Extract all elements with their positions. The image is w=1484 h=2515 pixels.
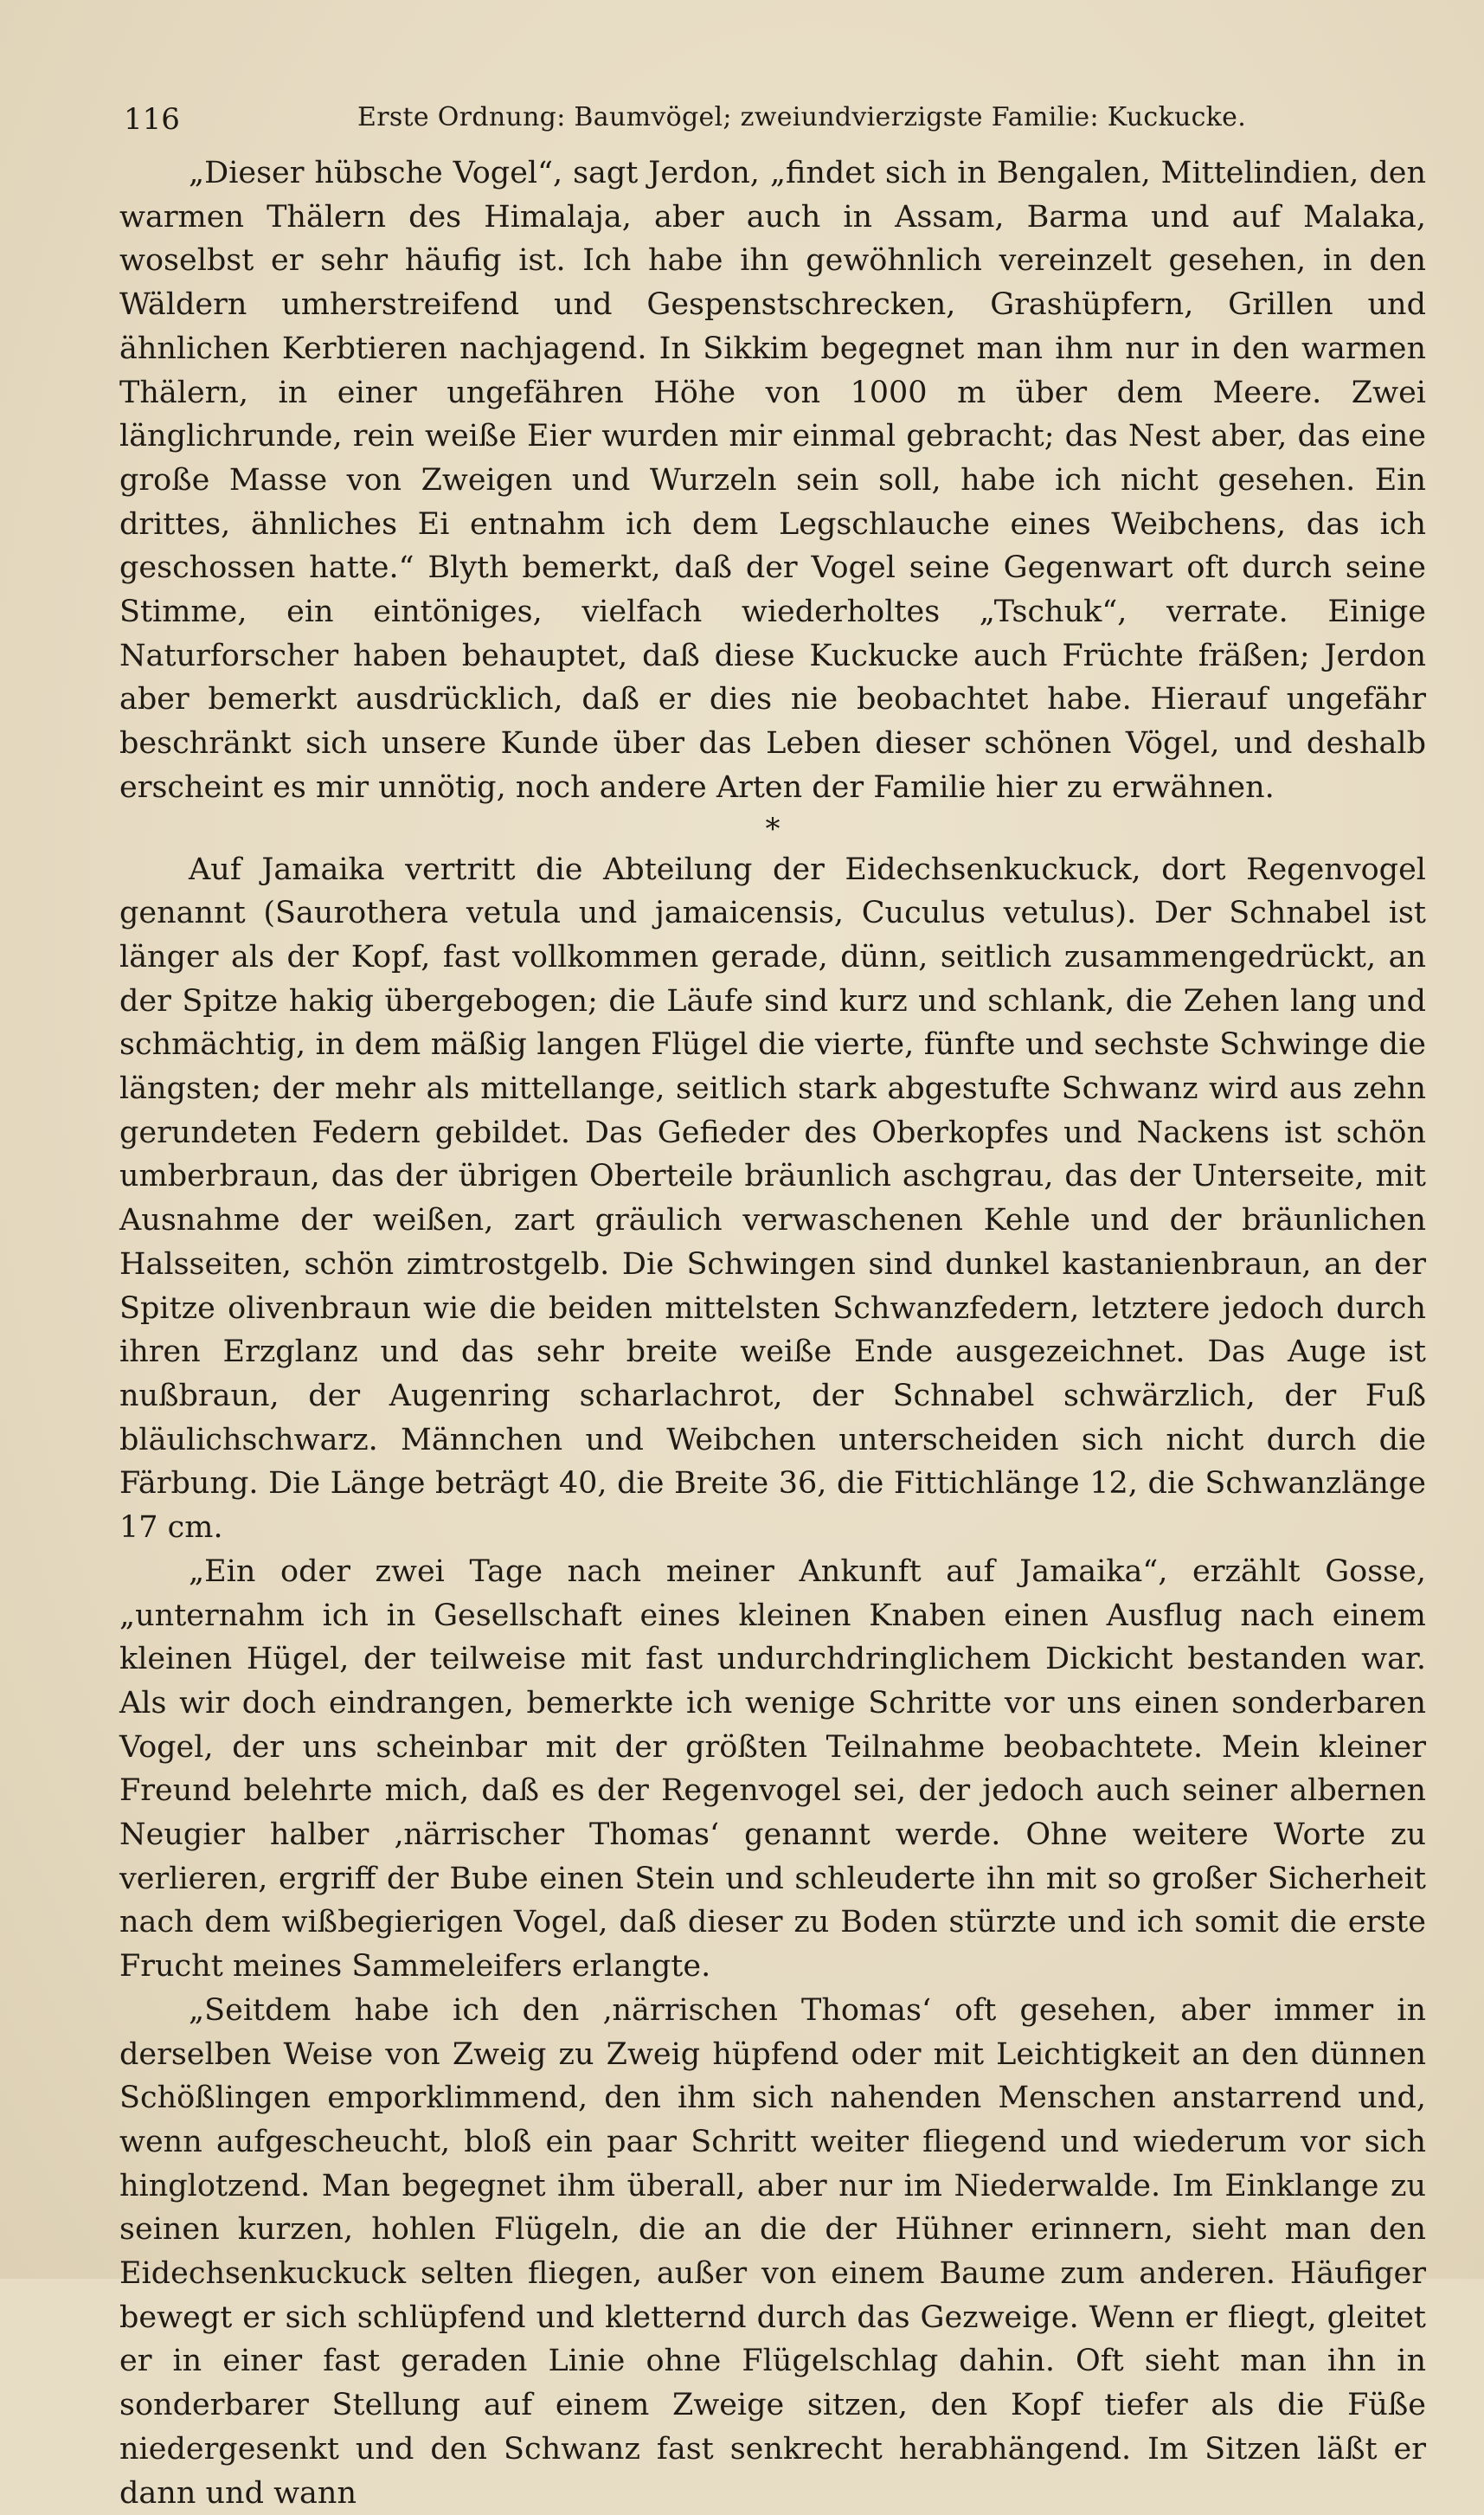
- paragraph-saurothera-description: Auf Jamaika vertritt die Abteilung der Eidechsenkuckuck, dort Regenvogel genannt (Saurothera vetula und jamaicensis, Cuculus vetulus). Der Schnabel ist länger als der Kopf, fast vollkommen gerade, dünn, seitlich zusammengedrückt, an der Spitze hakig übergebogen; die Läufe sind kurz und schlank, die Zehen lang und schmächtig, in dem mäßig langen Flügel die vierte, fünfte und sechste Schwinge die längsten; der mehr als mittellange, seitlich stark abgestufte Schwanz wird aus zehn gerundeten Federn gebildet. Das Gefieder des Oberkopfes und Nackens ist schön umberbraun, das der übrigen Oberteile bräunlich aschgrau, das der Unterseite, mit Ausnahme der weißen, zart gräulich verwaschenen Kehle und der bräunlichen Halsseiten, schön zimtrostgelb. Die Schwingen sind dunkel kastanienbraun, an der Spitze olivenbraun wie die beiden mittelsten Schwanzfedern, letztere jedoch durch ihren Erzglanz und das sehr breite weiße Ende ausgezeichnet. Das Auge ist nußbraun, der Augenring scharlachrot, der Schnabel schwärzlich, der Fuß bläulichschwarz. Männchen und Weibchen unterscheiden sich nicht durch die Färbung. Die Länge beträgt 40, die Breite 36, die Fittichlänge 12, die Schwanzlänge 17 cm.: [119, 852, 1426, 1546]
- running-head: Erste Ordnung: Baumvögel; zweiundvierzigste Familie: Kuckucke.: [357, 102, 1247, 132]
- section-divider-asterisk: *: [765, 811, 781, 846]
- page-number: 116: [124, 102, 180, 137]
- page-header: [124, 87, 1387, 138]
- paragraph-narrischer-thomas: „Seitdem habe ich den ‚närrischen Thomas‘ oft gesehen, aber immer in derselben Weise von Zweig zu Zweig hüpfend oder mit Leichtigkeit an den dünnen Schößlingen emporklimmend, den ihm sich nahenden Menschen anstarrend und, wenn aufgescheucht, bloß ein paar Schritt weiter fliegend und wiederum vor sich hinglotzend. Man begegnet ihm überall, aber nur im Niederwalde. Im Einklange zu seinen kurzen, hohlen Flügeln, die an die der Hühner erinnern, sieht man den Eidechsenkuckuck selten fliegen, außer von einem Baume zum anderen. Häufiger bewegt er sich schlüpfend und kletternd durch das Gezweige. Wenn er fliegt, gleitet er in einer fast geraden Linie ohne Flügelschlag dahin. Oft sieht man ihn in sonderbarer Stellung auf einem Zweige sitzen, den Kopf tiefer als die Füße niedergesenkt und den Schwanz fast senkrecht herabhängend. Im Sitzen läßt er dann und wann: [119, 1992, 1426, 2511]
- body-text: [119, 151, 1426, 2515]
- paragraph-jerdon-quote: „Dieser hübsche Vogel“, sagt Jerdon, „findet sich in Bengalen, Mittelindien, den warmen Thälern des Himalaja, aber auch in Assam, Barma und auf Malaka, woselbst er sehr häufig ist. Ich habe ihn gewöhnlich vereinzelt gesehen, in den Wäldern umherstreifend und Gespenstschrecken, Grashüpfern, Grillen und ähnlichen Kerbtieren nachjagend. In Sikkim begegnet man ihm nur in den warmen Thälern, in einer ungefähren Höhe von 1000 m über dem Meere. Zwei länglichrunde, rein weiße Eier wurden mir einmal gebracht; das Nest aber, das eine große Masse von Zweigen und Wurzeln sein soll, habe ich nicht gesehen. Ein drittes, ähnliches Ei entnahm ich dem Legschlauche eines Weibchens, das ich geschossen hatte.“ Blyth bemerkt, daß der Vogel seine Gegenwart oft durch seine Stimme, ein eintöniges, vielfach wiederholtes „Tschuk“, verrate. Einige Naturforscher haben behauptet, daß diese Kuckucke auch Früchte fräßen; Jerdon aber bemerkt ausdrücklich, daß er dies nie beobachtet habe. Hierauf ungefähr beschränkt sich unsere Kunde über das Leben dieser schönen Vögel, und deshalb erscheint es mir unnötig, noch andere Arten der Familie hier zu erwähnen.: [119, 156, 1426, 805]
- paragraph-gosse-quote: „Ein oder zwei Tage nach meiner Ankunft auf Jamaika“, erzählt Gosse, „unternahm ich in Gesellschaft eines kleinen Knaben einen Ausflug nach einem kleinen Hügel, der teilweise mit fast undurchdringlichem Dickicht bestanden war. Als wir doch eindrangen, bemerkte ich wenige Schritte vor uns einen sonderbaren Vogel, der uns scheinbar mit der größten Teilnahme beobachtete. Mein kleiner Freund belehrte mich, daß es der Regenvogel sei, der jedoch auch seiner albernen Neugier halber ‚närrischer Thomas‘ genannt werde. Ohne weitere Worte zu verlieren, ergriff der Bube einen Stein und schleuderte ihn mit so großer Sicherheit nach dem wißbegierigen Vogel, daß dieser zu Boden stürzte und ich somit die erste Frucht meines Sammeleifers erlangte.: [119, 1553, 1426, 1984]
